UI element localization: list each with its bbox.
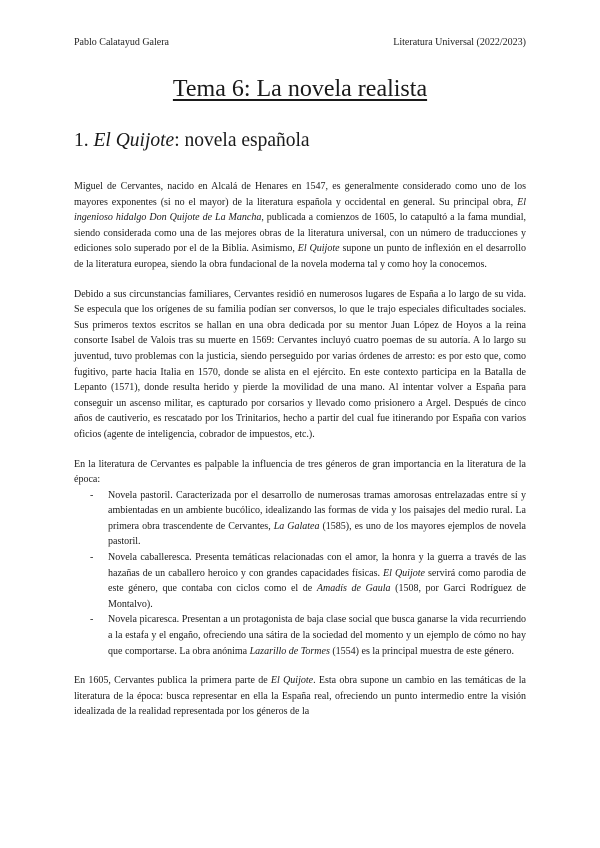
genres-list [74, 488, 526, 660]
section-title-rest: : novela española [174, 130, 310, 151]
header-author: Pablo Calatayud Galera [74, 37, 169, 48]
paragraph-quijote-1605 [74, 673, 526, 720]
genre-text: servirá como parodia de este género, que contaba con ciclos como el de [108, 567, 526, 595]
p1-text-e: supone un punto de inflexión en el desarrollo de la literatura europea, siendo la obra fundacional de la novela moderna tal y como hoy la conocemos. [74, 243, 526, 270]
list-dash: - [90, 552, 94, 564]
list-dash: - [90, 614, 94, 626]
p1-text-a: Miguel de Cervantes, nacido en Alcalá de Henares en 1547, es generalmente considerado como uno de los mayores exponentes (si no el mayor) de la literatura española y occidental en general. Su principal obra, [74, 181, 526, 208]
paragraph-biography: Debido a sus circunstancias familiares, Cervantes residió en numerosos lugares de España a lo largo de su vida. Se especula que los orígenes de su familia podían ser conversos, lo que le trajo especiales dificultades sociales. Sus primeros textos escritos se hallan en una obra dedicada por su mentor Juan López de Hoyos a la reina consorte Isabel de Valois tras su muerte en 1569: Cervantes incluyó cuatro poemas de su autoría. A lo largo su juventud, tuvo problemas con la justicia, siendo perseguido por varias órdenes de arresto: es por esto que, como fugitivo, parte hacia Italia en 1570, donde se alista en el ejército. En este contexto participa en la Batalla de Lepanto (1571), donde resulta herido y pierde la movilidad de una mano. Al intentar volver a España para conseguir un ascenso militar, es capturado por corsarios y llevado como prisionero a Argel. Después de cinco años de cautiverio, es rescatado por los Trinitarios, hecho a partir del cual fue itinerando por España con varios oficios (agente de inteligencia, cobrador de impuestos, etc.). [74, 288, 526, 440]
list-dash: - [90, 489, 94, 501]
p1-title-quijote: El Quijote [297, 243, 340, 255]
genre-text: (1554) es la principal muestra de este género. [329, 645, 514, 657]
genre-text: Novela picaresca. Presentan a un protagonista de baja clase social que busca ganarse la vida recurriendo a la estafa y el engaño, ofreciendo una sátira de la sociedad del momento y un ejemplo de cómo no hay que comportarse. La obra anónima [108, 614, 526, 657]
section-title-italic: El Quijote [93, 130, 175, 151]
section-number: 1. [74, 130, 89, 151]
list-item [74, 550, 526, 612]
header-course: Literatura Universal (2022/2023) [393, 37, 526, 48]
p4-text-c: . Esta obra supone un cambio en las temáticas de la literatura de la época: busca representar en ella la España real, ofreciendo un punto intermedio entre la visión idealizada de la realidad representada por los géneros de la [74, 675, 526, 718]
paragraph-cervantes-intro [74, 179, 526, 273]
genre-text: (1585), es uno de los mayores ejemplos de novela pastoril. [108, 520, 526, 548]
list-item [74, 612, 526, 659]
genre-text: (1508, por Garci Rodríguez de Montalvo). [108, 583, 526, 610]
p1-text-c: , publicada a comienzos de 1605, lo catapultó a la fama mundial, siendo considerada como una de las mejores obras de la literatura universal, con un número de traducciones y ediciones solo superado por el de la Biblia. Asimismo, [74, 212, 526, 255]
genre-work-title: El Quijote [383, 567, 425, 579]
section-heading [74, 130, 310, 152]
p4-title-quijote: El Quijote [270, 675, 314, 687]
genre-text: Novela caballeresca. Presenta temáticas relacionadas con el amor, la honra y la guerra a través de las hazañas de un caballero heroico y con grandes capacidades físicas. [108, 552, 526, 579]
genre-work-title: Amadís de Gaula [316, 583, 391, 595]
document-body [74, 179, 526, 734]
p4-text-a: En 1605, Cervantes publica la primera parte de [74, 675, 271, 687]
genre-work-title: La Galatea [273, 520, 320, 532]
p1-title-quijote-full: El ingenioso hidalgo Don Quijote de La Mancha [74, 196, 526, 224]
paragraph-genres-intro: En la literatura de Cervantes es palpable la influencia de tres géneros de gran importancia en la literatura de la época: [74, 458, 526, 486]
list-item [74, 488, 526, 550]
genre-work-title: Lazarillo de Tormes [249, 645, 330, 657]
genre-text: Novela pastoril. Caracterizada por el desarrollo de numerosas tramas amorosas entrelazadas entre sí y ambientadas en un ambiente bucólico, idealizando las formas de vida y los paisajes del medio rural. La primera obra trascendente de Cervantes, [108, 489, 526, 532]
document-title: Tema 6: La novela realista [172, 76, 428, 102]
